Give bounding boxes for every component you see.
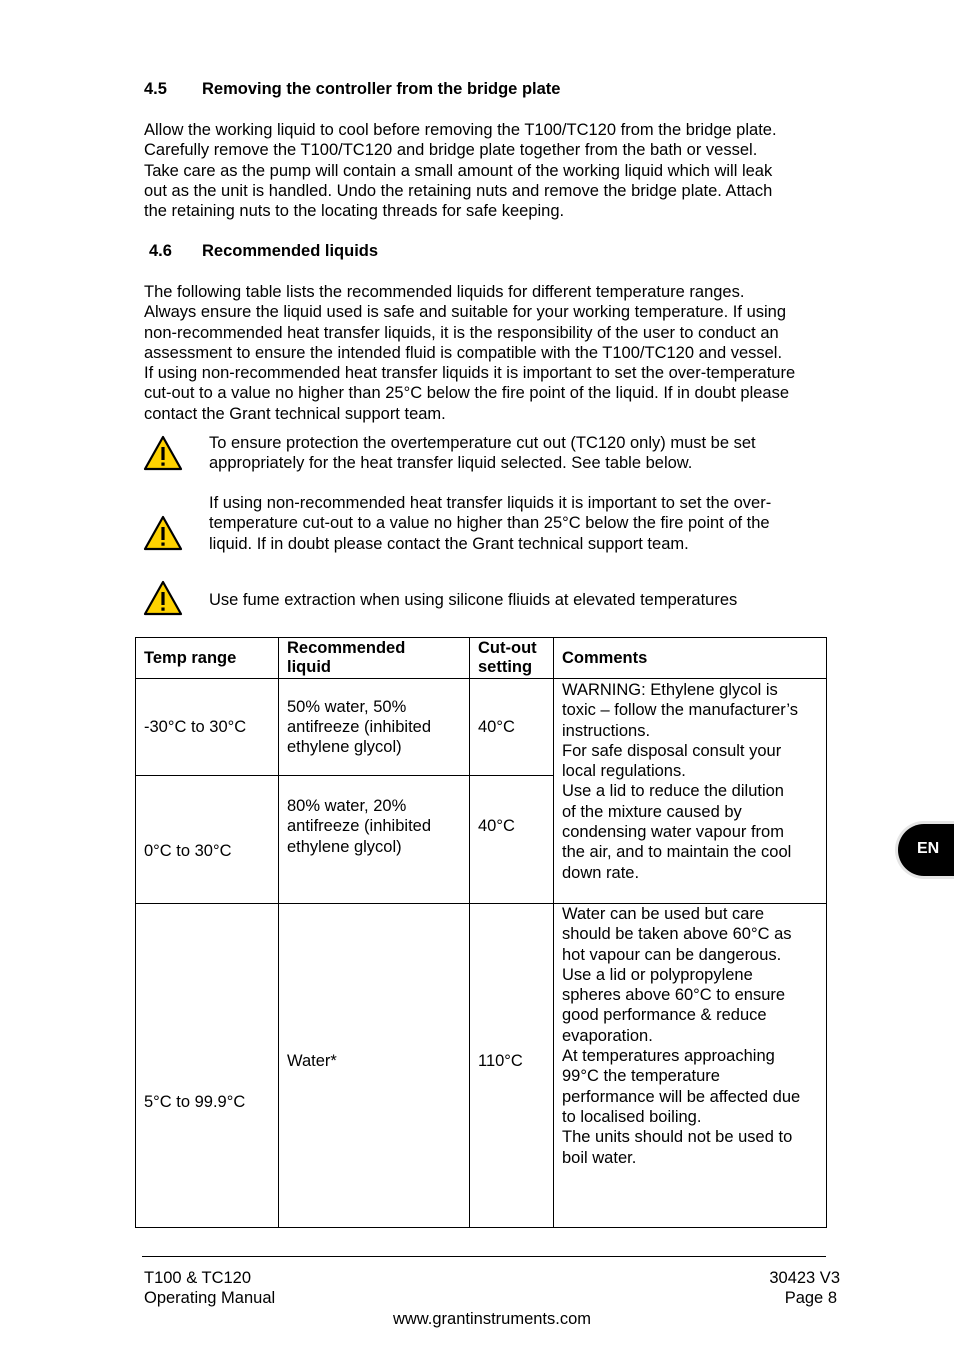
warning-triangle-icon — [143, 435, 183, 471]
table-row — [136, 679, 827, 776]
warning-text-2 — [209, 493, 771, 554]
text-line: out as the unit is handled. Undo the retaining nuts and remove the bridge plate. Attach — [144, 181, 773, 200]
cell-temp-range: -30°C to 30°C — [136, 679, 279, 776]
text-line: assessment to ensure the intended fluid is compatible with the T100/TC120 and vessel. — [144, 343, 783, 362]
header-recommended-liquid: Recommended liquid — [279, 638, 470, 679]
cell-comments-water: Water can be used but care should be taken above 60°C as hot vapour can be dangerous. Use a lid or polypropylene spheres above 60°C to ensure good performance & reduce evaporation. At temperatures approaching 99°C the temperature performance will be affected due to localised boiling. The units should not be used to boil water. — [554, 904, 827, 1228]
cell-cutout: 110°C — [470, 904, 554, 1228]
section-4-5-heading — [144, 79, 561, 99]
footer-manual: Operating Manual — [144, 1289, 276, 1308]
header-cutout-setting: Cut-out setting — [470, 638, 554, 679]
section-title: Removing the controller from the bridge plate — [202, 80, 561, 98]
text-line: appropriately for the heat transfer liquid selected. See table below. — [209, 454, 693, 473]
language-tab-en — [898, 824, 954, 876]
footer-doc-code: 30423 V3 — [769, 1269, 840, 1287]
cell-temp-range: 5°C to 99.9°C — [136, 904, 279, 1228]
cell-cutout: 40°C — [470, 679, 554, 776]
table-header-row — [136, 638, 827, 679]
header-comments: Comments — [554, 638, 827, 679]
section-4-6-body — [144, 282, 844, 424]
section-4-5-body — [144, 120, 844, 221]
text-line: To ensure protection the overtemperature cut out (TC120 only) must be set — [209, 434, 756, 452]
section-number: 4.6 — [149, 242, 172, 260]
text-line: Use fume extraction when using silicone fliuids at elevated temperatures — [209, 591, 738, 609]
header-temp-range: Temp range — [136, 638, 279, 679]
cell-cutout: 40°C — [470, 776, 554, 904]
recommended-liquids-table — [135, 637, 827, 1228]
text-line: If using non-recommended heat transfer liquids it is important to set the over-temperature — [144, 364, 796, 383]
warning-triangle-icon — [143, 580, 183, 616]
text-line: temperature cut-out to a value no higher than 25°C below the fire point of the — [209, 514, 770, 533]
text-line: Carefully remove the T100/TC120 and bridge plate together from the bath or vessel. — [144, 141, 758, 160]
section-title: Recommended liquids — [202, 242, 379, 260]
footer-website: www.grantinstruments.com — [392, 1310, 592, 1328]
language-tab-label: EN — [917, 840, 940, 857]
table-row — [136, 904, 827, 1228]
warning-triangle-icon — [143, 515, 183, 551]
text-line: If using non-recommended heat transfer liquids it is important to set the over- — [209, 494, 772, 512]
text-line: The following table lists the recommended liquids for different temperature ranges. — [144, 283, 745, 301]
text-line: cut-out to a value no higher than 25°C below the fire point of the liquid. If in doubt please — [144, 384, 790, 403]
warning-text-3 — [209, 590, 737, 610]
cell-temp-range: 0°C to 30°C — [136, 776, 279, 904]
footer-divider — [142, 1256, 826, 1257]
cell-liquid: Water* — [279, 904, 470, 1228]
footer-page-number: Page 8 — [784, 1289, 837, 1308]
text-line: non-recommended heat transfer liquids, it is the responsibility of the user to conduct an — [144, 323, 779, 342]
text-line: the retaining nuts to the locating threads for safe keeping. — [144, 202, 565, 221]
text-line: liquid. If in doubt please contact the Grant technical support team. — [209, 534, 689, 553]
section-number: 4.5 — [144, 80, 167, 98]
text-line: Allow the working liquid to cool before removing the T100/TC120 from the bridge plate. — [144, 121, 777, 139]
cell-liquid: 80% water, 20% antifreeze (inhibited ethylene glycol) — [279, 776, 470, 904]
footer-right — [640, 1268, 840, 1309]
text-line: contact the Grant technical support team. — [144, 404, 446, 423]
footer-left — [144, 1268, 275, 1309]
text-line: Take care as the pump will contain a small amount of the working liquid which will leak — [144, 161, 773, 180]
text-line: Always ensure the liquid used is safe and suitable for your working temperature. If using — [144, 303, 787, 322]
section-4-6-heading — [149, 241, 379, 261]
footer-product: T100 & TC120 — [144, 1269, 252, 1287]
cell-liquid: 50% water, 50% antifreeze (inhibited ethylene glycol) — [279, 679, 470, 776]
warning-text-1 — [209, 433, 756, 474]
cell-comments-glycol: WARNING: Ethylene glycol is toxic – follow the manufacturer’s instructions. For safe disposal consult your local regulations. Use a lid to reduce the dilution of the mixture caused by condensing water vapour from the air, and to maintain the cool down rate. — [554, 679, 827, 904]
